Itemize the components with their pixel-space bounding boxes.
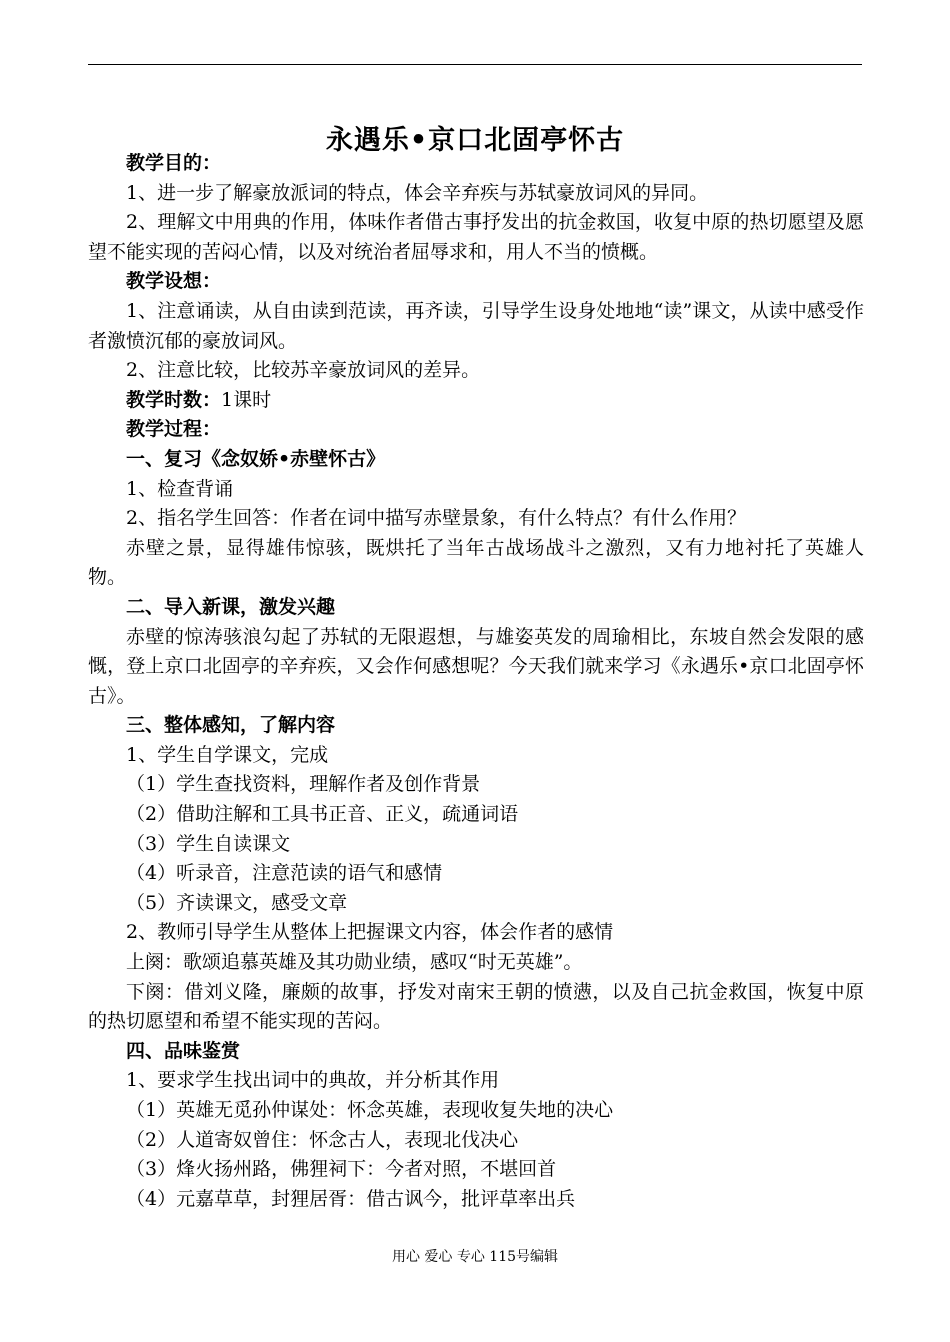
body-paragraph: 下阕：借刘义隆，廉颇的故事，抒发对南宋王朝的愤懑，以及自己抗金救国，恢复中原的热切愿望和希望不能实现的苦闷。 [88, 980, 864, 1033]
body-paragraph: 1、要求学生找出词中的典故，并分析其作用 [126, 1069, 500, 1092]
body-paragraph: 2、指名学生回答：作者在词中描写赤壁景象，有什么特点？有什么作用？ [126, 507, 747, 530]
section-heading: 教学设想： [126, 270, 222, 293]
body-paragraph: 1、检查背诵 [126, 477, 234, 500]
body-paragraph: 1、注意诵读，从自由读到范读，再齐读，引导学生设身处地地“读”课文，从读中感受作者激愤沉郁的豪放词风。 [88, 299, 864, 352]
body-paragraph: 2、教师引导学生从整体上把握课文内容，体会作者的感情 [126, 921, 614, 944]
section-heading: 一、复习《念奴娇•赤壁怀古》 [126, 447, 386, 470]
section-heading: 二、导入新课，激发兴趣 [126, 595, 336, 618]
class-hours-value: 1课时 [221, 388, 272, 411]
section-heading: 四、品味鉴赏 [126, 1039, 241, 1062]
section-heading: 教学目的： [126, 152, 222, 174]
list-item: （2）人道寄奴曾住：怀念古人，表现北伐决心 [126, 1128, 519, 1151]
body-paragraph: 赤壁之景，显得雄伟惊骇，既烘托了当年古战场战斗之激烈，又有力地衬托了英雄人物。 [88, 536, 864, 589]
list-item: （1）学生查找资料，理解作者及创作背景 [126, 773, 481, 796]
list-item: （4）元嘉草草，封狸居胥：借古讽今，批评草率出兵 [126, 1187, 576, 1210]
body-paragraph: 1、学生自学课文，完成 [126, 743, 329, 766]
document-title: 永遇乐•京口北固亭怀古 [325, 125, 625, 156]
list-item: （3）烽火扬州路，佛狸祠下：今者对照，不堪回首 [126, 1158, 557, 1181]
list-item: （2）借助注解和工具书正音、正义，疏通词语 [126, 803, 519, 826]
body-paragraph: 赤壁的惊涛骇浪勾起了苏轼的无限遐想，与雄姿英发的周瑜相比，东坡自然会发限的感慨，登上京口北固亭的辛弃疾，又会作何感想呢？今天我们就来学习《永遇乐•京口北固亭怀古》。 [88, 625, 864, 707]
class-hours-label: 教学时数： [126, 388, 222, 411]
body-paragraph: 上阕：歌颂追慕英雄及其功勋业绩，感叹“时无英雄”。 [126, 951, 583, 974]
list-item: （3）学生自读课文 [126, 832, 291, 855]
page-footer: 用心 爱心 专心 115号编辑 [391, 1249, 559, 1265]
section-heading: 三、整体感知，了解内容 [126, 714, 336, 737]
section-heading: 教学过程： [126, 418, 222, 441]
body-paragraph: 1、进一步了解豪放派词的特点，体会辛弃疾与苏轼豪放词风的异同。 [126, 181, 709, 204]
list-item: （1）英雄无觅孙仲谋处：怀念英雄，表现收复失地的决心 [126, 1099, 614, 1121]
document-body [88, 149, 864, 1214]
body-paragraph: 2、理解文中用典的作用，体味作者借古事抒发出的抗金救国，收复中原的热切愿望及愿望不能实现的苦闷心情，以及对统治者屈辱求和，用人不当的愤概。 [88, 211, 864, 263]
list-item: （5）齐读课文，感受文章 [126, 891, 348, 914]
body-paragraph: 2、注意比较，比较苏辛豪放词风的差异。 [126, 359, 481, 382]
list-item: （4）听录音，注意范读的语气和感情 [126, 862, 443, 885]
class-hours-line [88, 386, 864, 416]
header-rule [88, 64, 862, 65]
